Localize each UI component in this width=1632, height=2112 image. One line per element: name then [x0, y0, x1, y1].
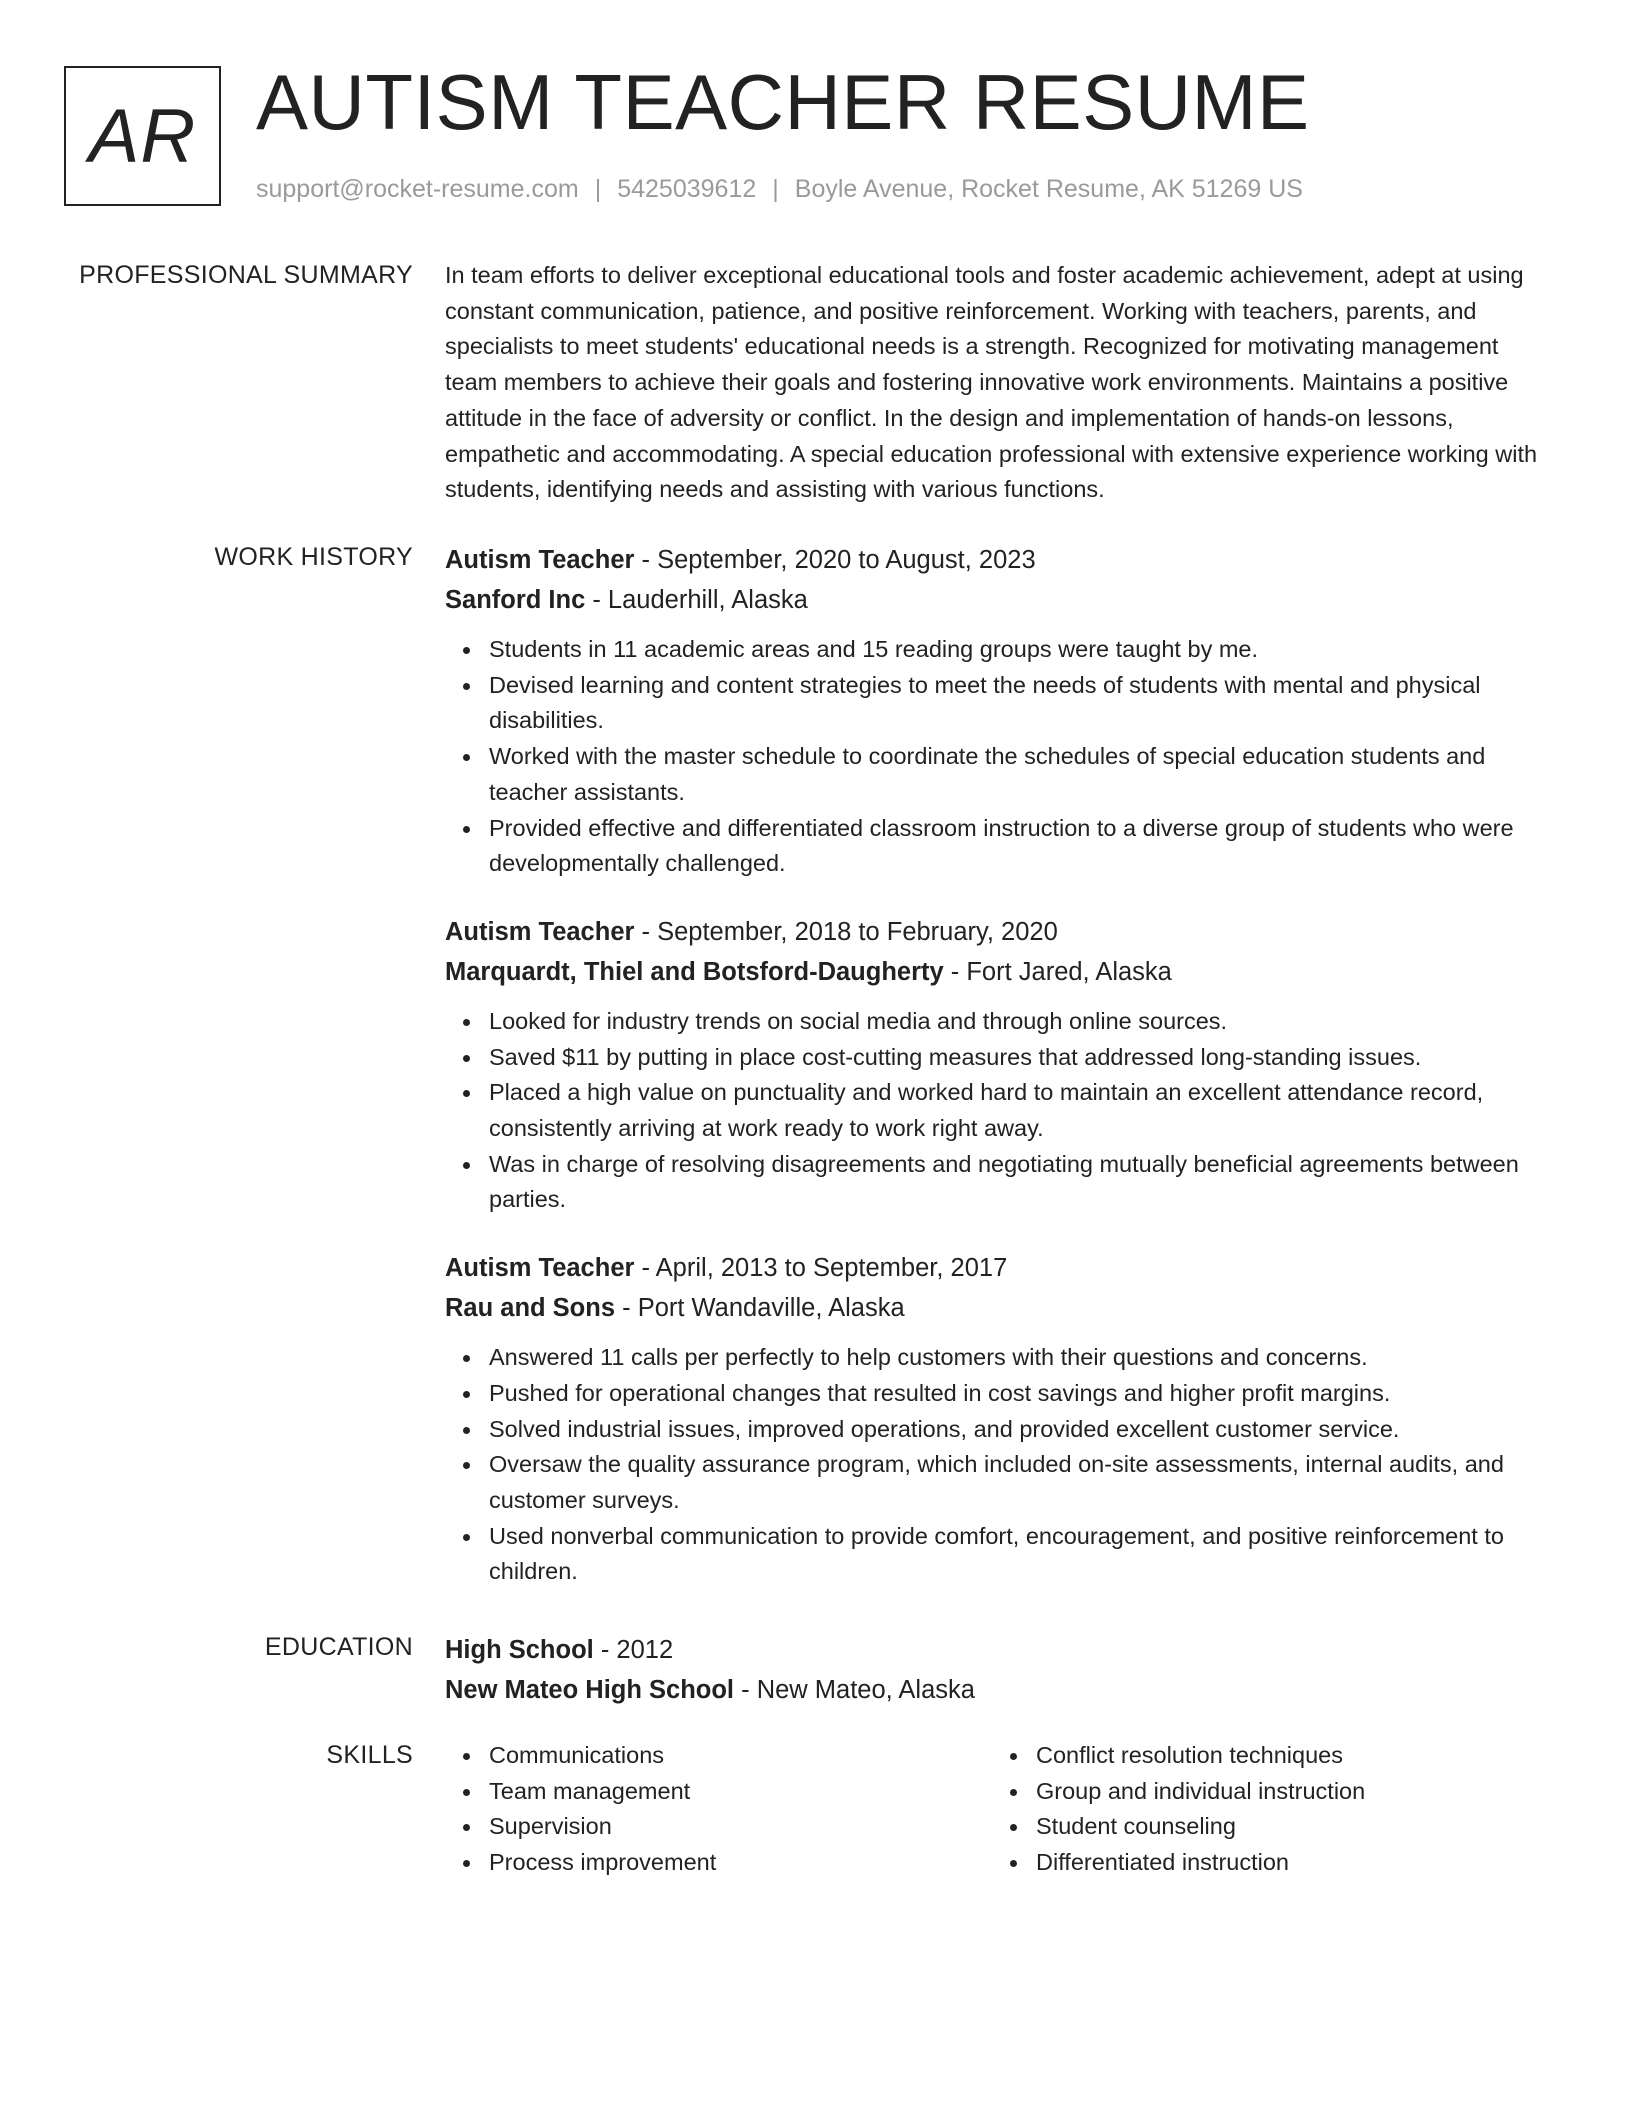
- job-entry: [445, 540, 1557, 882]
- skill-item: Team management: [489, 1774, 992, 1810]
- job-bullet: Used nonverbal communication to provide comfort, encouragement, and positive reinforcement to children.: [489, 1519, 1557, 1590]
- job-title: Autism Teacher: [445, 917, 635, 946]
- job-entry: [445, 1248, 1557, 1590]
- work-history-body: [445, 540, 1557, 1590]
- job-bullet: Worked with the master schedule to coordinate the schedules of special education students and teacher assistants.: [489, 739, 1557, 810]
- section-heading-skills: SKILLS: [326, 1741, 413, 1769]
- education-school: New Mateo High School: [445, 1676, 735, 1704]
- section-heading-education: EDUCATION: [264, 1633, 413, 1661]
- job-company-line: [445, 1288, 1557, 1328]
- section-heading-work-history: WORK HISTORY: [214, 543, 413, 571]
- job-bullet: Students in 11 academic areas and 15 reading groups were taught by me.: [489, 632, 1557, 668]
- job-bullets: [445, 1340, 1557, 1590]
- summary-body: [445, 258, 1557, 508]
- skill-item: Supervision: [489, 1809, 992, 1845]
- job-location: - Port Wandaville, Alaska: [615, 1294, 905, 1323]
- job-company: Marquardt, Thiel and Botsford-Daugherty: [445, 957, 944, 986]
- job-title-line: [445, 912, 1557, 952]
- job-bullet: Was in charge of resolving disagreements and negotiating mutually beneficial agreements between parties.: [489, 1147, 1557, 1218]
- job-location: - Fort Jared, Alaska: [943, 957, 1172, 986]
- resume-title: AUTISM TEACHER RESUME: [256, 58, 1310, 146]
- contact-separator: |: [772, 175, 779, 203]
- job-title: Autism Teacher: [445, 1254, 635, 1283]
- job-title-line: [445, 1248, 1557, 1288]
- skill-item: Conflict resolution techniques: [1036, 1738, 1539, 1774]
- job-bullet: Placed a high value on punctuality and worked hard to maintain an excellent attendance record, consistently arriving at work ready to work right away.: [489, 1075, 1557, 1146]
- job-bullets: [445, 1004, 1557, 1218]
- education-school-line: [445, 1670, 1557, 1710]
- monogram-badge: [64, 66, 221, 206]
- education-degree-line: [445, 1630, 1557, 1670]
- monogram-initials: AR: [88, 93, 197, 179]
- job-bullet: Looked for industry trends on social media and through online sources.: [489, 1004, 1557, 1040]
- job-bullet: Solved industrial issues, improved operations, and provided excellent customer service.: [489, 1412, 1557, 1448]
- section-heading-summary: PROFESSIONAL SUMMARY: [79, 261, 413, 289]
- contact-email[interactable]: support@rocket-resume.com: [256, 175, 579, 203]
- job-company-line: [445, 580, 1557, 620]
- skill-item: Communications: [489, 1738, 992, 1774]
- skill-item: Differentiated instruction: [1036, 1845, 1539, 1881]
- contact-line: [256, 172, 1303, 206]
- education-degree: High School: [445, 1636, 594, 1664]
- skill-item: Group and individual instruction: [1036, 1774, 1539, 1810]
- job-dates: - September, 2020 to August, 2023: [634, 546, 1036, 574]
- job-title: Autism Teacher: [445, 546, 635, 574]
- education-year: - 2012: [593, 1636, 674, 1664]
- job-company: Rau and Sons: [445, 1294, 616, 1323]
- job-bullet: Oversaw the quality assurance program, which included on-site assessments, internal audits, and customer surveys.: [489, 1447, 1557, 1518]
- contact-separator: |: [594, 175, 602, 203]
- job-dates: - September, 2018 to February, 2020: [634, 917, 1058, 946]
- skills-list: [445, 1738, 992, 1881]
- job-bullet: Devised learning and content strategies to meet the needs of students with mental and physical disabilities.: [489, 668, 1557, 739]
- education-location: - New Mateo, Alaska: [734, 1676, 975, 1704]
- job-company-line: [445, 952, 1557, 992]
- skills-column-right: [992, 1738, 1539, 1881]
- skill-item: Student counseling: [1036, 1809, 1539, 1845]
- job-location: - Lauderhill, Alaska: [585, 586, 808, 614]
- skills-list: [992, 1738, 1539, 1881]
- job-bullet: Answered 11 calls per perfectly to help customers with their questions and concerns.: [489, 1340, 1557, 1376]
- contact-address: Boyle Avenue, Rocket Resume, AK 51269 US: [794, 175, 1303, 203]
- skills-body: [445, 1738, 1557, 1881]
- job-bullet: Provided effective and differentiated classroom instruction to a diverse group of students who were developmentally challenged.: [489, 811, 1557, 882]
- skills-column-left: [445, 1738, 992, 1881]
- job-entry: [445, 912, 1557, 1218]
- job-bullet: Saved $11 by putting in place cost-cutting measures that addressed long-standing issues.: [489, 1040, 1557, 1076]
- education-body: [445, 1630, 1557, 1710]
- job-title-line: [445, 540, 1557, 580]
- contact-phone[interactable]: 5425039612: [617, 175, 757, 203]
- job-company: Sanford Inc: [445, 586, 586, 614]
- job-bullets: [445, 632, 1557, 882]
- summary-text: In team efforts to deliver exceptional educational tools and foster academic achievement, adept at using constant communication, patience, and positive reinforcement. Working with teachers, parents, and specialists to meet students' educational needs is a strength. Recognized for motivating management team members to achieve their goals and fostering innovative work environments. Maintains a positive attitude in the face of adversity or conflict. In the design and implementation of hands-on lessons, empathetic and accommodating. A special education professional with extensive experience working with students, identifying needs and assisting with various functions.: [445, 262, 1538, 503]
- skill-item: Process improvement: [489, 1845, 992, 1881]
- skills-columns: [445, 1738, 1557, 1881]
- job-bullet: Pushed for operational changes that resulted in cost savings and higher profit margins.: [489, 1376, 1557, 1412]
- job-dates: - April, 2013 to September, 2017: [634, 1254, 1008, 1283]
